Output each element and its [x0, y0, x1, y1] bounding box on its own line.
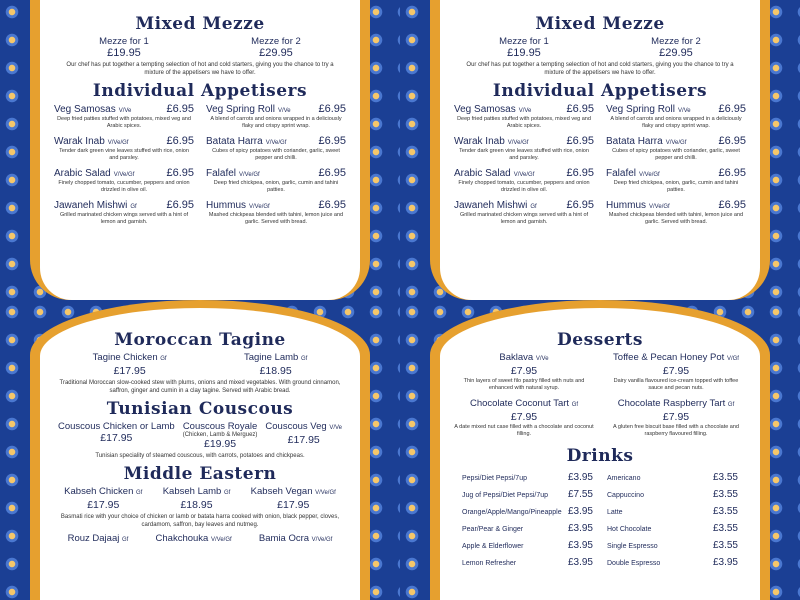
menu-item: Jawaneh Mishwi Gf £6.95 Grilled marinated chicken wings served with a hint of lemon and garnish.: [54, 199, 194, 225]
menu-card: [440, 308, 760, 600]
drink-row: Pepsi/Diet Pepsi/7up £3.95: [462, 472, 593, 483]
menu-item: Toffee & Pecan Honey Pot V/Gf £7.95 Dairy vanilla flavoured ice-cream topped with toffee sauce and pecan nuts.: [613, 352, 739, 391]
menu-item: Kabseh Lamb Gf £18.95: [162, 486, 231, 511]
drink-row: Single Espresso £3.55: [607, 540, 738, 551]
menu-item: Veg Samosas V/Ve £6.95 Deep fried patties stuffed with potatoes, mixed veg and Arabic spices.: [454, 103, 594, 129]
tagine-description: Traditional Moroccan slow-cooked stew with plums, onions and mixed vegetables. With ground cinnamon, saffron, ginger and cumin in a clay tagine. Served with Arabic bread.: [59, 380, 341, 394]
section-title-appetisers: Individual Appetisers: [492, 81, 708, 101]
menu-item: Veg Spring Roll V/Ve £6.95 A blend of carrots and onions wrapped in a deliciously flaky and crispy sprint wrap.: [606, 103, 746, 129]
drink-row: Americano £3.55: [607, 472, 738, 483]
menu-card: [40, 308, 360, 600]
drinks-list: [448, 468, 752, 568]
drink-row: Orange/Apple/Mango/Pineapple £3.95: [462, 506, 593, 517]
panel-mains: [0, 300, 400, 600]
menu-item: Batata Harra V/Ve/Gf £6.95 Cubes of spicy potatoes with coriander, garlic, sweet pepper and chilli.: [606, 135, 746, 161]
section-title-mezze: Mixed Mezze: [135, 14, 265, 34]
mezze-option: Mezze for 2 £29.95: [251, 36, 301, 59]
menu-item: Kabseh Vegan V/Ve/Gf £17.95: [250, 486, 336, 511]
couscous-description: Tunisian speciality of steamed couscous, with carrots, potatoes and chickpeas.: [95, 453, 305, 459]
section-title-appetisers: Individual Appetisers: [92, 81, 308, 101]
middle-eastern-description: Basmati rice with your choice of chicken or lamb or batata harra cooked with onion, black pepper, cloves, cardamom, saffron, bay leaves and nutmeg.: [60, 514, 340, 528]
menu-item: Tagine Chicken Gf £17.95: [92, 352, 167, 377]
menu-item: Falafel V/Ve/Gf £6.95 Deep fried chickpea, onion, garlic, cumin and tahini patties.: [606, 167, 746, 193]
section-title-drinks: Drinks: [566, 446, 634, 466]
mezze-description: Our chef has put together a tempting selection of hot and cold starters, giving you the chance to try a mixture of the appetisers we have to offer.: [466, 62, 734, 76]
menu-item: Rouz Dajaaj Gf: [67, 533, 129, 544]
mezze-option: Mezze for 1 £19.95: [99, 36, 149, 59]
menu-item: Couscous Veg V/Ve £17.95: [265, 421, 342, 446]
drink-row: Jug of Pepsi/Diet Pepsi/7up £7.55: [462, 489, 593, 500]
menu-item: Tagine Lamb Gf £18.95: [243, 352, 308, 377]
menu-item: Chakchouka V/Ve/Gf: [155, 533, 232, 544]
menu-item: Veg Spring Roll V/Ve £6.95 A blend of carrots and onions wrapped in a deliciously flaky and crispy sprint wrap.: [206, 103, 346, 129]
drink-row: Double Espresso £3.95: [607, 557, 738, 568]
menu-item: Falafel V/Ve/Gf £6.95 Deep fried chickpea, onion, garlic, cumin and tahini patties.: [206, 167, 346, 193]
panel-desserts-drinks: [400, 300, 800, 600]
menu-item: Warak Inab V/Ve/Gf £6.95 Tender dark green vine leaves stuffed with rice, onion and parsley.: [454, 135, 594, 161]
drink-row: Cappuccino £3.55: [607, 489, 738, 500]
menu-item: Bamia Ocra V/Ve/Gf: [258, 533, 333, 544]
drink-row: Apple & Elderflower £3.95: [462, 540, 593, 551]
section-title-desserts: Desserts: [557, 330, 643, 350]
section-title-mezze: Mixed Mezze: [535, 14, 665, 34]
mezze-option: Mezze for 2 £29.95: [651, 36, 701, 59]
menu-item: Baklava V/Ve £7.95 Thin layers of sweet filo pastry filled with nuts and enhanced with natural syrup.: [463, 352, 585, 391]
section-title-couscous: Tunisian Couscous: [106, 399, 294, 419]
drink-row: Latte £3.55: [607, 506, 738, 517]
menu-item: Hummus V/Ve/Gf £6.95 Mashed chickpeas blended with tahini, lemon juice and garlic. Served with bread.: [606, 199, 746, 225]
menu-item: Arabic Salad V/Ve/Gf £6.95 Finely chopped tomato, cucumber, peppers and onion drizzled in olive oil.: [54, 167, 194, 193]
menu-item: Arabic Salad V/Ve/Gf £6.95 Finely chopped tomato, cucumber, peppers and onion drizzled in olive oil.: [454, 167, 594, 193]
panel-starters-right: [400, 0, 800, 300]
menu-item: Hummus V/Ve/Gf £6.95 Mashed chickpeas blended with tahini, lemon juice and garlic. Served with bread.: [206, 199, 346, 225]
section-title-tagine: Moroccan Tagine: [114, 330, 286, 350]
menu-card: [40, 0, 360, 300]
menu-item: Chocolate Raspberry Tart Gf £7.95 A gluten free biscuit base filled with a chocolate and raspberry flavoured filling.: [613, 398, 739, 437]
menu-item: Batata Harra V/Ve/Gf £6.95 Cubes of spicy potatoes with coriander, garlic, sweet pepper and chilli.: [206, 135, 346, 161]
drink-row: Hot Chocolate £3.55: [607, 523, 738, 534]
mezze-option: Mezze for 1 £19.95: [499, 36, 549, 59]
menu-item: Warak Inab V/Ve/Gf £6.95 Tender dark green vine leaves stuffed with rice, onion and parsley.: [54, 135, 194, 161]
section-title-middle-eastern: Middle Eastern: [123, 464, 277, 484]
menu-item: Chocolate Coconut Tart Gf £7.95 A date mixed nut case filled with a chocolate and coconut filling.: [454, 398, 594, 437]
panel-starters-left: [0, 0, 400, 300]
menu-item: Couscous Chicken or Lamb £17.95: [58, 421, 175, 444]
drink-row: Lemon Refresher £3.95: [462, 557, 593, 568]
menu-item: Jawaneh Mishwi Gf £6.95 Grilled marinated chicken wings served with a hint of lemon and garnish.: [454, 199, 594, 225]
menu-item: Kabseh Chicken Gf £17.95: [64, 486, 143, 511]
mezze-description: Our chef has put together a tempting selection of hot and cold starters, giving you the chance to try a mixture of the appetisers we have to offer.: [66, 62, 334, 76]
drink-row: Pear/Pear & Ginger £3.95: [462, 523, 593, 534]
menu-item: Couscous Royale (Chicken, Lamb & Merguez) £19.95: [182, 421, 258, 450]
menu-item: Veg Samosas V/Ve £6.95 Deep fried patties stuffed with potatoes, mixed veg and Arabic spices.: [54, 103, 194, 129]
menu-card: [440, 0, 760, 300]
